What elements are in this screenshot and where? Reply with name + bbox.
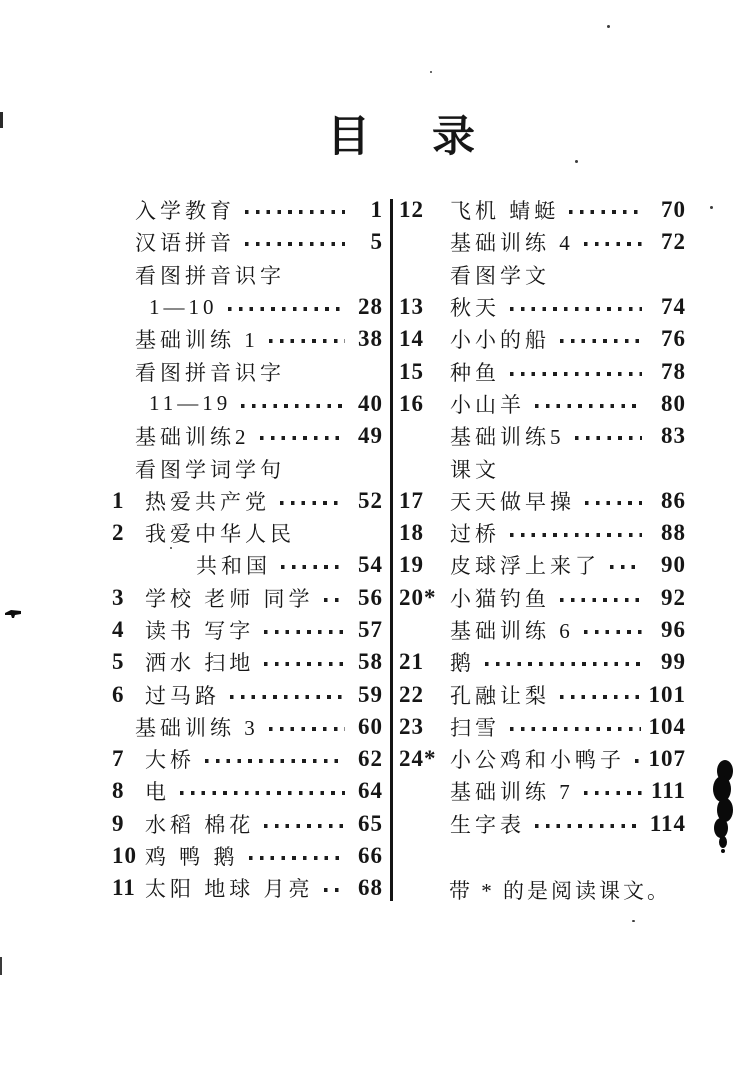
- entry-page-number: 107: [648, 746, 686, 772]
- toc-entry: [399, 388, 686, 420]
- entry-page-number: 72: [661, 229, 686, 255]
- entry-page-number: 92: [661, 584, 686, 610]
- column-divider: [390, 199, 393, 901]
- toc-entry: [399, 323, 686, 355]
- dot-leader: [264, 662, 345, 666]
- dot-leader: [281, 565, 345, 569]
- dot-leader: [241, 404, 345, 408]
- speck-artifact: [170, 547, 172, 549]
- entry-page-number: 114: [649, 810, 686, 836]
- entry-title: 看图学词学句: [135, 457, 285, 482]
- entry-title: 入学教育: [135, 199, 235, 224]
- entry-title: 读书 写字: [145, 619, 255, 643]
- toc-entry: [399, 420, 686, 452]
- speck-artifact: [430, 71, 432, 73]
- toc-entry: [399, 291, 686, 323]
- entry-title: 过桥: [450, 522, 500, 547]
- entry-title: 生字表: [450, 812, 525, 837]
- toc-entry: [112, 291, 383, 323]
- entry-title: 热爱共产党: [145, 489, 270, 514]
- toc-column-left: [112, 194, 383, 905]
- entry-page-number: 111: [651, 778, 686, 804]
- ink-blot-artifact: [708, 760, 738, 854]
- dot-leader: [585, 501, 642, 505]
- edge-line-artifact: [0, 957, 2, 975]
- toc-entry: [399, 259, 686, 291]
- entry-page-number: 83: [661, 423, 686, 449]
- toc-entry: [112, 614, 383, 646]
- entry-title: 秋天: [450, 296, 500, 321]
- margin-mark-artifact: [5, 608, 23, 620]
- speck-artifact: [710, 206, 713, 209]
- entry-page-number: 5: [370, 229, 383, 255]
- dot-leader: [205, 759, 345, 763]
- toc-entry: [112, 452, 383, 484]
- dot-leader: [230, 695, 345, 699]
- entry-title: 皮球浮上来了: [450, 554, 600, 579]
- entry-page-number: 59: [358, 681, 383, 707]
- entry-number: 2: [112, 520, 125, 546]
- page-title-char-2: 录: [432, 114, 475, 161]
- toc-entry: [399, 194, 686, 226]
- entry-title: 鹅: [450, 651, 475, 676]
- entry-title: 鸡 鸭 鹅: [145, 845, 239, 870]
- speck-artifact: [607, 25, 610, 28]
- entry-title: 大桥: [145, 748, 195, 773]
- toc-entry: [112, 420, 383, 452]
- toc-entry: [112, 388, 383, 420]
- entry-title: 11—19: [149, 391, 232, 416]
- edge-line-artifact: [0, 112, 3, 128]
- entry-number: 5: [112, 649, 125, 675]
- toc-entry: [399, 355, 686, 387]
- entry-page-number: 57: [358, 617, 383, 642]
- entry-number: 12: [399, 197, 424, 223]
- dot-leader: [485, 662, 642, 666]
- entry-number: 15: [399, 358, 424, 384]
- dot-leader: [584, 242, 642, 246]
- dot-leader: [560, 339, 642, 343]
- entry-title: 种鱼: [450, 360, 500, 385]
- toc-entry: [399, 614, 686, 646]
- entry-title: 小公鸡和小鸭子: [450, 748, 625, 773]
- entry-number: 11: [112, 875, 136, 901]
- dot-leader: [269, 339, 345, 343]
- entry-title: 基础训练 3: [135, 715, 259, 740]
- entry-title: 小猫钓鱼: [450, 586, 550, 611]
- entry-number: 21: [399, 649, 424, 675]
- dot-leader: [264, 630, 345, 634]
- dot-leader: [264, 824, 345, 828]
- entry-title: 扫雪: [450, 715, 500, 740]
- entry-page-number: 68: [358, 875, 383, 901]
- entry-page-number: 99: [661, 649, 686, 675]
- toc-entry: [112, 840, 383, 872]
- entry-page-number: 74: [661, 294, 686, 320]
- entry-title: 我爱中华人民: [145, 522, 295, 547]
- entry-number: 19: [399, 552, 424, 578]
- entry-page-number: 66: [358, 843, 383, 869]
- entry-number: 22: [399, 681, 424, 707]
- dot-leader: [535, 404, 642, 408]
- toc-entry: [112, 743, 383, 775]
- entry-number: 8: [112, 778, 125, 804]
- toc-column-right: [399, 194, 686, 906]
- speck-artifact: [575, 160, 578, 163]
- entry-number: 4: [112, 617, 125, 642]
- entry-title: 基础训练 7: [450, 780, 574, 805]
- entry-page-number: 96: [661, 617, 686, 642]
- entry-page-number: 58: [358, 649, 383, 675]
- entry-number: 6: [112, 681, 125, 707]
- toc-entry: [112, 872, 383, 904]
- entry-title: 电: [145, 780, 170, 805]
- toc-entry: [112, 226, 383, 258]
- entry-title: 孔融让梨: [450, 683, 550, 708]
- entry-number: 17: [399, 487, 424, 513]
- dot-leader: [180, 791, 345, 795]
- toc-entry: [399, 549, 686, 581]
- dot-leader: [535, 824, 642, 828]
- dot-leader: [324, 598, 346, 602]
- entry-title: 学校 老师 同学: [145, 586, 314, 611]
- toc-entry: [399, 517, 686, 549]
- dot-leader: [249, 856, 346, 860]
- entry-page-number: 101: [648, 681, 686, 707]
- entry-title: 洒水 扫地: [145, 651, 255, 676]
- entry-page-number: 80: [661, 390, 686, 416]
- speck-artifact: [632, 920, 635, 922]
- dot-leader: [510, 372, 642, 376]
- dot-leader: [635, 759, 641, 763]
- entry-number: 13: [399, 294, 424, 320]
- entry-page-number: 64: [358, 778, 383, 804]
- toc-entry: [399, 582, 686, 614]
- dot-leader: [510, 533, 642, 537]
- toc-entry: [399, 775, 686, 807]
- entry-page-number: 78: [661, 358, 686, 384]
- toc-entry: [112, 582, 383, 614]
- entry-title: 小小的船: [450, 328, 550, 353]
- entry-number: 14: [399, 326, 424, 352]
- page-title-char-1: 目: [327, 114, 370, 161]
- entry-page-number: 52: [358, 487, 383, 513]
- entry-page-number: 86: [661, 487, 686, 513]
- toc-entry: [399, 646, 686, 678]
- dot-leader: [560, 598, 642, 602]
- entry-title: 水稻 棉花: [145, 812, 255, 837]
- toc-entry: [112, 678, 383, 710]
- dot-leader: [569, 210, 642, 214]
- toc-entry: [112, 711, 383, 743]
- entry-title: 课文: [450, 457, 500, 482]
- dot-leader: [584, 630, 642, 634]
- entry-number: 7: [112, 746, 125, 772]
- entry-number: 3: [112, 584, 125, 610]
- footnote: 带 * 的是阅读课文。: [449, 878, 671, 903]
- dot-leader: [560, 695, 641, 699]
- toc-entry: [112, 259, 383, 291]
- dot-leader: [510, 727, 641, 731]
- entry-title: 基础训练2: [135, 425, 250, 450]
- entry-number: 20*: [399, 584, 437, 610]
- entry-title: 基础训练 4: [450, 231, 574, 256]
- dot-leader: [245, 242, 345, 246]
- entry-page-number: 56: [358, 584, 383, 610]
- toc-entry: [399, 808, 686, 840]
- toc-entry: [399, 226, 686, 258]
- entry-page-number: 62: [358, 746, 383, 772]
- dot-leader: [245, 210, 345, 214]
- entry-page-number: 90: [661, 552, 686, 578]
- entry-title: 共和国: [196, 554, 271, 579]
- dot-leader: [584, 791, 642, 795]
- entry-page-number: 28: [358, 294, 383, 320]
- toc-entry: [112, 194, 383, 226]
- toc-entry: [112, 355, 383, 387]
- entry-page-number: 65: [358, 810, 383, 836]
- toc-entry: [112, 646, 383, 678]
- entry-number: 1: [112, 487, 125, 513]
- entry-page-number: 76: [661, 326, 686, 352]
- entry-title: 看图拼音识字: [135, 360, 285, 385]
- entry-title: 基础训练5: [450, 425, 565, 450]
- page-title: [327, 116, 475, 159]
- dot-leader: [280, 501, 345, 505]
- entry-page-number: 1: [370, 197, 383, 223]
- entry-page-number: 49: [358, 423, 383, 449]
- entry-number: 24*: [399, 746, 437, 772]
- entry-number: 18: [399, 520, 424, 546]
- entry-page-number: 70: [661, 197, 686, 223]
- entry-title: 基础训练 1: [135, 328, 259, 353]
- dot-leader: [228, 307, 346, 311]
- toc-entry: [112, 808, 383, 840]
- dot-leader: [324, 888, 346, 892]
- entry-title: 看图拼音识字: [135, 263, 285, 288]
- entry-title: 基础训练 6: [450, 619, 574, 643]
- entry-number: 9: [112, 810, 125, 836]
- entry-number: 10: [112, 843, 137, 869]
- toc-entry: [112, 517, 383, 549]
- entry-page-number: 54: [358, 552, 383, 578]
- dot-leader: [610, 565, 642, 569]
- toc-entry: [112, 775, 383, 807]
- toc-entry: [399, 743, 686, 775]
- entry-page-number: 88: [661, 520, 686, 546]
- entry-page-number: 104: [648, 713, 686, 739]
- toc-entry: [112, 549, 383, 581]
- dot-leader: [510, 307, 642, 311]
- entry-page-number: 60: [358, 713, 383, 739]
- toc-entry: [399, 711, 686, 743]
- entry-title: 小山羊: [450, 392, 525, 417]
- dot-leader: [269, 727, 345, 731]
- toc-entry: [112, 323, 383, 355]
- toc-entry: [399, 678, 686, 710]
- entry-title: 汉语拼音: [135, 231, 235, 256]
- entry-page-number: 40: [358, 390, 383, 416]
- entry-title: 看图学文: [450, 263, 550, 288]
- entry-title: 太阳 地球 月亮: [145, 877, 314, 902]
- entry-title: 1—10: [149, 294, 218, 319]
- dot-leader: [575, 436, 643, 440]
- toc-entry: [399, 485, 686, 517]
- entry-page-number: 38: [358, 326, 383, 352]
- entry-number: 16: [399, 390, 424, 416]
- toc-entry: [112, 485, 383, 517]
- entry-title: 飞机 蜻蜓: [450, 199, 560, 224]
- entry-title: 天天做早操: [450, 489, 575, 514]
- entry-title: 过马路: [145, 683, 220, 708]
- entry-number: 23: [399, 713, 424, 739]
- toc-entry: [399, 452, 686, 484]
- dot-leader: [260, 436, 346, 440]
